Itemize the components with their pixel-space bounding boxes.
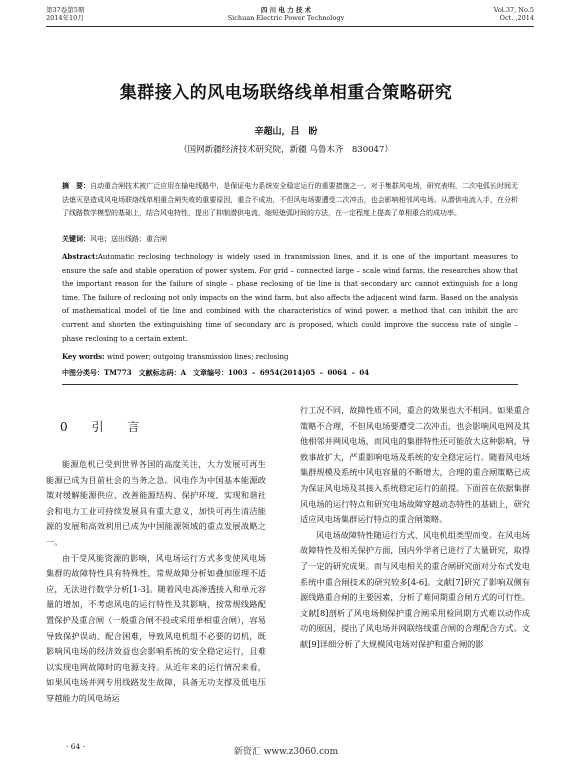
- watermark: 新资汇 www.z3060.com: [233, 747, 339, 757]
- abstract-en-text: Automatic reclosing technology is widely used in transmission lines, and it is one of the important measures to ensure the safe and stable operation of power system. For grid – connected large – scale wind farms, the researches show that the important reason for the failure of single – phase reclosing of tie line is that secondary arc cannot extinguish for a long time. The failure of reclosing not only impacts on the wind farm, but also affects the adjacent wind farm. Based on the analysis of mathematical model of tie line and combined with the characteristics of wind power, a method that can inhibit the arc current and shorten the extinguishing time of secondary arc is proposed, which could improve the success rate of single – phase reclosing to a certain extent.: [62, 253, 518, 343]
- keywords-en-label: Key words:: [62, 352, 105, 361]
- issue-volume: 第37卷第5期: [46, 6, 85, 14]
- paragraph: 由于受风能资源的影响，风电场运行方式多变使风电场集群的故障特性具有特殊性，常规故障分析如叠加原理不适应，无法进行数学分析[1-3]。随着风电高渗透接入和单元容量的增加，不考虑风电的运行特性及其影响，按常规线路配置保护及重合闸（一般重合闸不投或采用单相重合闸），容易导致保护误动、配合困难，导致风电机组不必要的切机，既影响风电场的经济效益也会影响系统的安全稳定运行，且难以实现电网故障时的电源支持。从近年来的运行情况来看，如果风电场并网专用线路发生故障，具备无功支撑及低电压穿越能力的风电场运: [46, 552, 266, 703]
- classification-line: 中图分类号：TM773 文献标志码：A 文章编号：1003 – 6954(2014)05 – 0064 – 04: [62, 368, 370, 377]
- journal-name-cn: 四 川 电 力 技 术: [260, 6, 312, 14]
- paragraph: 能源危机已受到世界各国的高度关注，大力发展可再生能源已成为目前社会的当务之急。风电作为中国基本能源政策对缓解能源供应、改善能源结构、保护环境、实现和谐社会和电力工业可持续发展具有重大意义，加快可再生清洁能源的发展和高效利用已成为中国能源领域的重点发展战略之一。: [46, 459, 266, 547]
- abstract-chinese: [62, 179, 518, 221]
- abstract-en-label: Abstract:: [62, 252, 98, 261]
- keywords-english: [62, 352, 289, 361]
- abstract-cn-label: 摘 要：: [62, 181, 91, 190]
- abstract-english: [62, 250, 518, 346]
- abstract-divider: [62, 384, 518, 385]
- header-divider: [46, 26, 534, 27]
- keywords-chinese: [62, 234, 167, 244]
- journal-name-en: Sichuan Electric Power Technology: [227, 14, 345, 22]
- issue-date: 2014年10月: [46, 14, 84, 22]
- paragraph: 风电场故障特性随运行方式、风电机组类型而变。在风电场故障特性及相关保护方面，国内外学者已进行了大量研究，取得了一定的研究成果。而与风电相关的重合闸研究面对分布式发电系统中重合闸技术的研究较多[4-6]。文献[7]研究了影响双侧有源线路重合闸的主要因素，分析了难同期重合闸方式的可行性。文献[8]剖析了风电场侧保护重合闸采用检同期方式难以动作成功的原因，提出了风电场并网联络线重合闸的合理配合方式。文献[9]详细分析了大规模风电场对保护和重合闸的影: [300, 529, 530, 649]
- keywords-en-text: wind power; outgoing transmission lines; reclosing: [106, 353, 289, 361]
- section-heading-intro: 0 引 言: [60, 420, 150, 434]
- paper-title: 集群接入的风电场联络线单相重合策略研究: [119, 83, 453, 103]
- keywords-cn-label: 关键词：: [62, 234, 90, 243]
- author-affiliation: （国网新疆经济技术研究院，新疆 乌鲁木齐 830047）: [179, 145, 393, 155]
- issue-volume-en: Vol.37, No.5: [493, 6, 534, 14]
- keywords-cn-text: 风电；送出线路；重合闸: [90, 235, 167, 243]
- journal-issue-right: [494, 6, 534, 22]
- paper-authors: 辛超山，吕 盼: [254, 127, 318, 137]
- left-column: [46, 457, 266, 707]
- issue-date-en: Oct. ,2014: [499, 14, 534, 22]
- journal-name-center: [0, 6, 572, 22]
- right-column: [300, 403, 530, 653]
- paragraph: 行工况不同，故障性质不同，重合的效果也大不相同。如果重合策略不合理，不但风电场要遭受二次冲击，也会影响风电网及其他相邻并网风电场，而风电的集群特性还可能放大这种影响，导致事故扩大，严重影响电场及系统的安全稳定运行。随着风电场集群规模及系统中风电容量的不断增大，合理的重合闸策略已成为保证风电场及其接入系统稳定运行的前提。下面首在依据集群风电场的运行特点和研究电场故障穿越动态特性的基础上，研究适应风电场集群运行特点的重合闸策略。: [300, 405, 530, 525]
- page-number: · 64 ·: [66, 742, 86, 751]
- abstract-cn-text: 自动重合闸技术被广泛应用在输电线路中，是保证电力系统安全稳定运行的重要措施之一。对于集群风电场，研究表明，二次电弧长时间无法熄灭是造成风电场联络线单相重合闸失败的重要原因，重合不成功，不但风电场要遭受二次冲击，也会影响相邻风电场。从潜供电流入手，在分析了线路数学模型的基础上，结合风电特性，提出了抑制潜供电流，缩短熄弧时间的方法，在一定程度上提高了单相重合的成功率。: [62, 182, 518, 218]
